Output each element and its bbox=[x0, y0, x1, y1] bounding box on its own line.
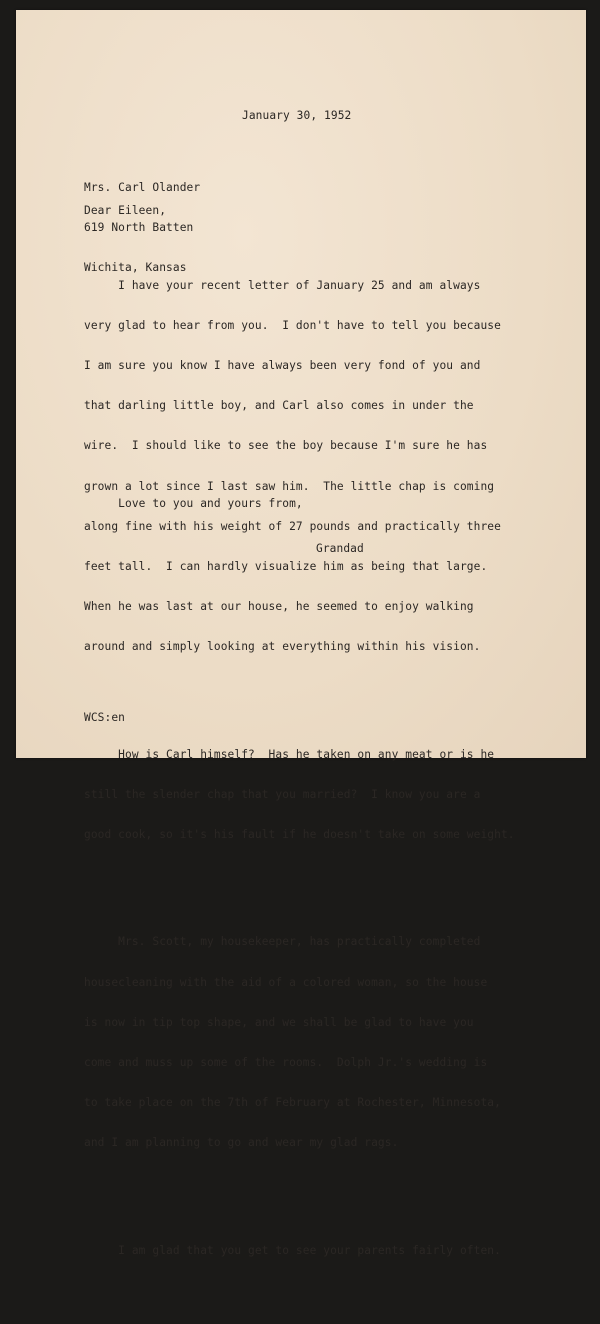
address-line-city: Wichita, Kansas bbox=[84, 261, 187, 275]
paragraph-4 bbox=[84, 1217, 515, 1284]
body-line: along fine with his weight of 27 pounds and practically three bbox=[84, 519, 501, 533]
body-line: and I am planning to go and wear my glad rags. bbox=[84, 1136, 399, 1150]
body-line: I am glad that you get to see your parents fairly often. bbox=[84, 1243, 501, 1257]
body-line: housecleaning with the aid of a colored woman, so the house bbox=[84, 975, 488, 989]
body-line: I am sure you know I have always been very fond of you and bbox=[84, 359, 481, 373]
body-line: How is Carl himself? Has he taken on any meat or is he bbox=[84, 747, 495, 761]
body-line: to take place on the 7th of February at Rochester, Minnesota, bbox=[84, 1096, 501, 1110]
reference-initials: WCS:en bbox=[84, 711, 126, 724]
body-line: around and simply looking at everything within his vision. bbox=[84, 640, 481, 654]
letter-page bbox=[16, 10, 586, 1257]
body-line: I have your recent letter of January 25 and am always bbox=[84, 278, 481, 292]
paragraph-3 bbox=[84, 908, 515, 1176]
body-line: come and muss up some of the rooms. Dolph Jr.'s wedding is bbox=[84, 1055, 488, 1069]
body-line: When he was last at our house, he seemed to enjoy walking bbox=[84, 600, 474, 614]
address-line-name: Mrs. Carl Olander bbox=[84, 180, 201, 194]
body-line: grown a lot since I last saw him. The little chap is coming bbox=[84, 479, 495, 493]
body-line: good cook, so it's his fault if he doesn't take on some weight. bbox=[84, 828, 515, 842]
letter-body bbox=[84, 225, 515, 1324]
salutation: Dear Eileen, bbox=[84, 204, 167, 217]
paragraph-2 bbox=[84, 721, 515, 868]
body-line: very glad to hear from you. I don't have to tell you because bbox=[84, 318, 501, 332]
address-line-street: 619 North Batten bbox=[84, 221, 194, 235]
body-line: Mrs. Scott, my housekeeper, has practically completed bbox=[84, 935, 481, 949]
body-line: that darling little boy, and Carl also comes in under the bbox=[84, 399, 474, 413]
letter-date: January 30, 1952 bbox=[242, 109, 352, 122]
body-line: is now in tip top shape, and we shall be glad to have you bbox=[84, 1015, 474, 1029]
signature: Grandad bbox=[316, 542, 364, 555]
body-line: still the slender chap that you married? I know you are a bbox=[84, 787, 481, 801]
paragraph-1 bbox=[84, 252, 515, 681]
closing-line: Love to you and yours from, bbox=[84, 497, 303, 510]
body-line: feet tall. I can hardly visualize him as being that large. bbox=[84, 560, 488, 574]
body-line: wire. I should like to see the boy because I'm sure he has bbox=[84, 439, 488, 453]
